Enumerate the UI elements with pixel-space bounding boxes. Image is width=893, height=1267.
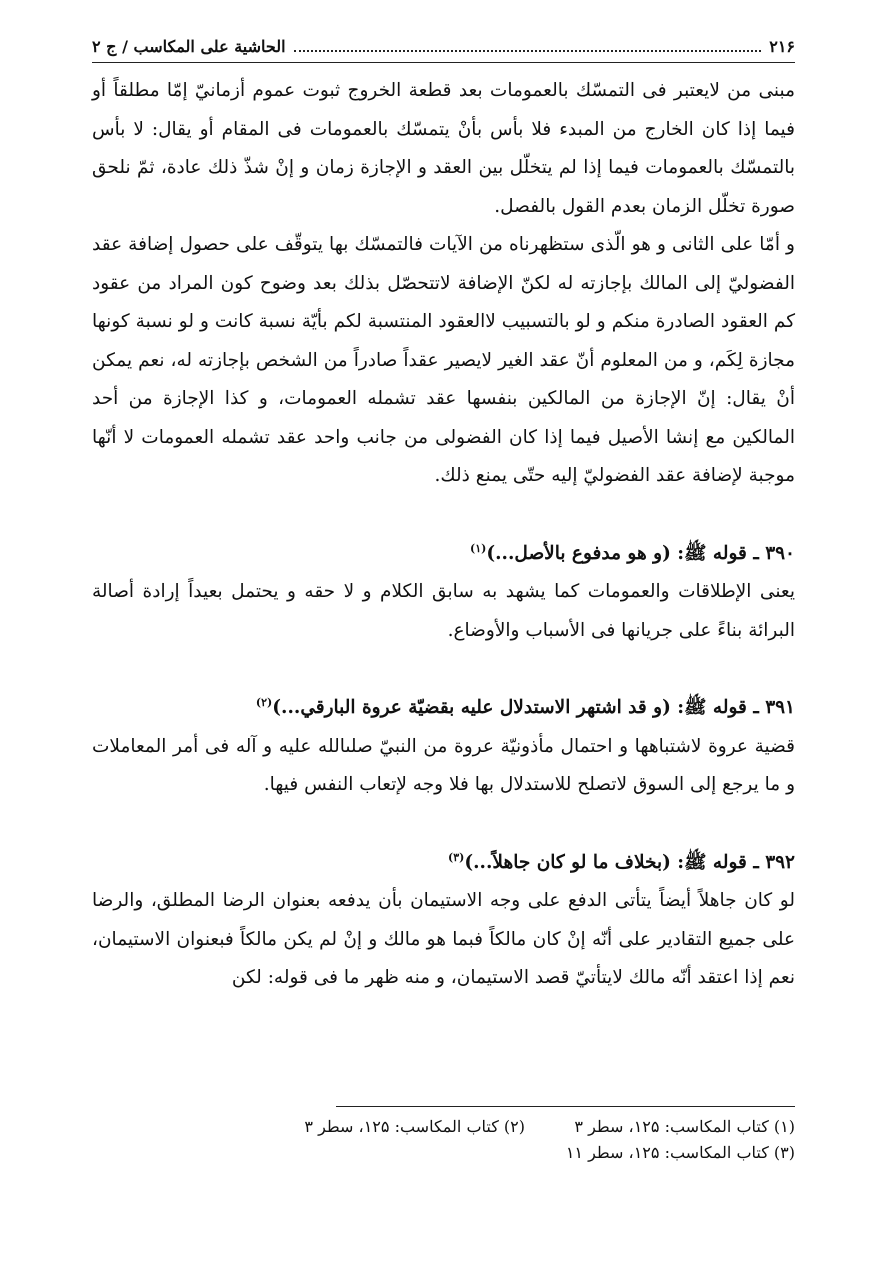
- footnote-rule: [336, 1106, 795, 1107]
- footnote-ref: (۲): [255, 696, 273, 710]
- section-text: لو كان جاهلاً أيضاً يتأتى الدفع على وجه الاستيمان بأن يدفعه بعنوان الرضا المطلق، والرضا على جميع التقادير على أنّه إنْ كان مالكاً فبما هو مالك و إنْ لم يكن مالكاً فبعنوان الاستيمان، نعم إذا اعتقد أنّه مالك لايتأتيّ قصد الاستيمان، و منه ظهر ما فى قوله: لكن: [92, 890, 795, 989]
- header-rule: [92, 62, 795, 63]
- section-gap: [92, 805, 795, 839]
- section-text: قضية عروة لاشتباهها و احتمال مأذونيّة عروة من النبيّ صلىالله عليه و آله فى أمر المعاملات و ما يرجع إلى السوق لاتصلح للاستدلال بها فلا وجه لإتعاب النفس فيها.: [92, 735, 795, 796]
- footnote-ref: (۱): [470, 541, 487, 555]
- section-heading: [92, 684, 795, 728]
- heading-text: ۳۹۱ ـ قوله ﷺ: (و قد اشتهر الاستدلال عليه بقضيّة عروة البارقي...): [272, 697, 795, 719]
- section-heading: [92, 839, 795, 883]
- paragraph: مبنى من لايعتبر فى التمسّك بالعمومات بعد قطعة الخروج ثبوت عموم أزمانيّ إمّا مطلقاً أو فيما إذا كان الخارج من المبدء فلا بأس بأنْ يتمسّك بالعمومات فى المقام أو يقال: لا بأس بالتمسّك بالعمومات فيما إذا لم يتخلّل بين العقد و الإجازة زمان و إنْ شذّ ذلك عادة، ثمّ نلحق صورة تخلّل الزمان بعدم القول بالفصل.: [92, 80, 795, 217]
- section-gap: [92, 650, 795, 684]
- paragraph: و أمّا على الثانى و هو الّذى ستظهرناه من الآيات فالتمسّك بها يتوقّف على حصول إضافة عقد الفضوليّ إلى المالك بإجازته له لكنّ الإضافة لاتتحصّل بذلك بعد وضوح كون المراد من عقود كم العقود الصادرة منكم و لو بالتسبيب لاالعقود المنتسبة لكم بأيّة نسبة كانت و لو نسبة كونها مجازة لِكَم، و من المعلوم أنّ عقد الغير لايصير عقداً صادراً من الشخص بإجازته له، نعم يمكن أنْ يقال: إنّ الإجازة من المالكين بنفسها عقد تشمله العمومات، و كذا الإجازة من أحد المالكين مع إنشا الأصيل فيما إذا كان الفضولى من جانب واحد عقد تشمله العمومات لا أنّها موجبة لإضافة عقد الفضوليّ إليه حتّى يمنع ذلك.: [92, 234, 795, 486]
- footnote: (۳) كتاب المكاسب: ۱۲۵، سطر ۱۱: [565, 1143, 795, 1162]
- page-body: [92, 72, 795, 998]
- section-text: يعنى الإطلاقات والعمومات كما يشهد به سابق الكلام و لا حقه و يحتمل بعيداً إرادة أصالة البرائة بناءً على جريانها فى الأسباب والأوضاع.: [92, 581, 795, 641]
- page-number: ۲۱۶: [769, 36, 795, 56]
- running-header: [92, 32, 795, 60]
- heading-text: ۳۹۰ ـ قوله ﷺ: (و هو مدفوع بالأصل...): [486, 542, 795, 564]
- footnote: (۱) كتاب المكاسب: ۱۲۵، سطر ۳: [574, 1117, 795, 1136]
- section-gap: [92, 496, 795, 530]
- footnote-ref: (۳): [447, 850, 465, 864]
- footnote-row: [200, 1140, 795, 1166]
- running-title: الحاشية على المكاسب / ج ۲: [92, 36, 286, 56]
- section-heading: [92, 530, 795, 574]
- footnotes: [200, 1114, 795, 1166]
- footnote: (۲) كتاب المكاسب: ۱۲۵، سطر ۳: [304, 1117, 525, 1136]
- header-leader-dots: [294, 40, 762, 52]
- footnote-row: [200, 1114, 795, 1140]
- heading-text: ۳۹۲ ـ قوله ﷺ: (بخلاف ما لو كان جاهلاً...): [464, 851, 795, 873]
